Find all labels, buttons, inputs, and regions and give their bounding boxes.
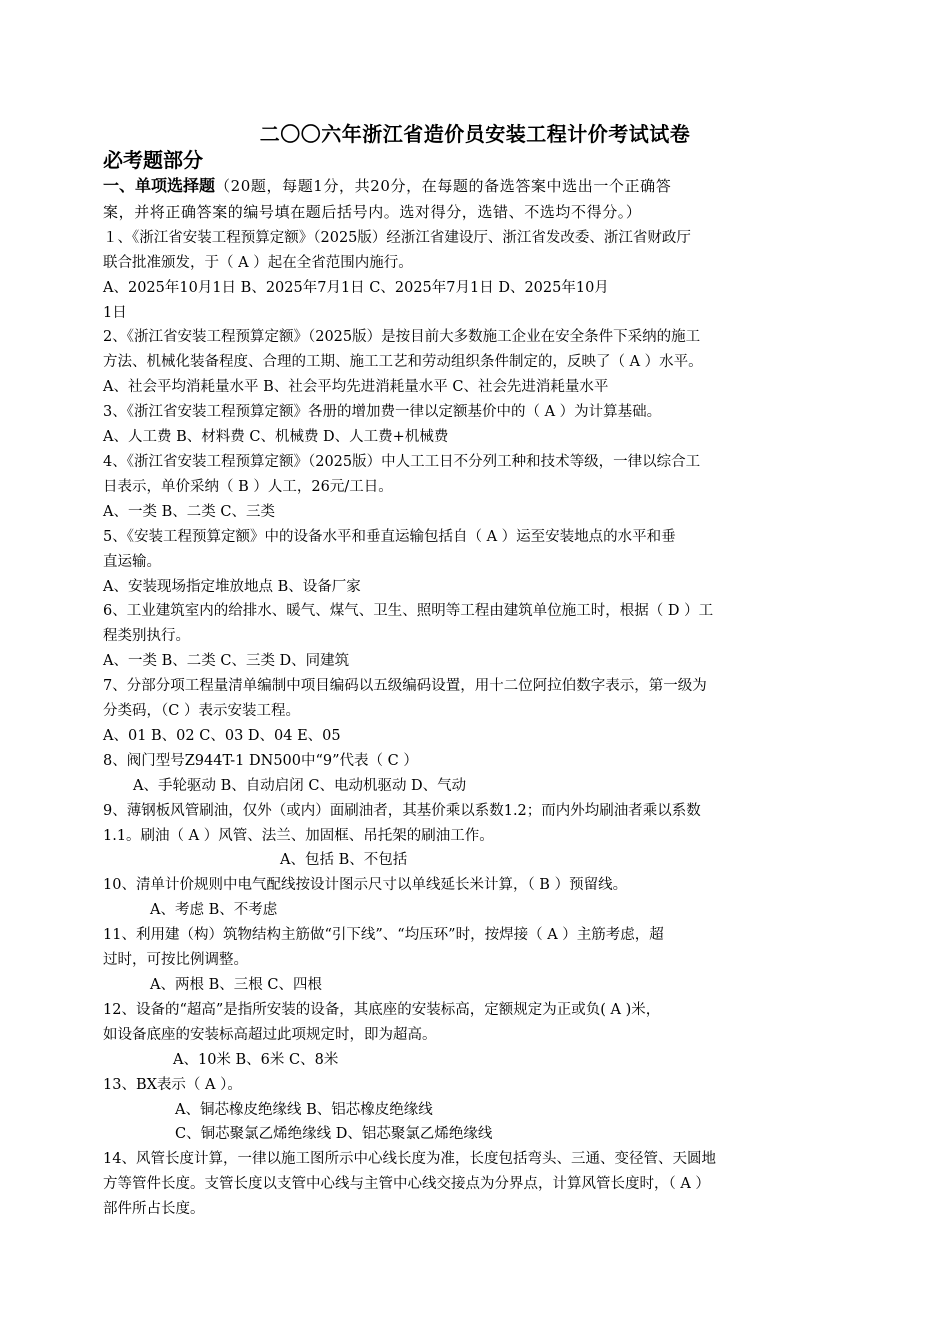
section-heading-instructions: （20题，每题1分，共20分，在每题的备选答案中选出一个正确答 <box>215 177 672 195</box>
question-line: A、安装现场指定堆放地点 B、设备厂家 <box>103 578 361 595</box>
question-line: A、一类 B、二类 C、三类 D、同建筑 <box>103 653 350 670</box>
question-line: 分类码，（C ）表示安装工程。 <box>103 703 300 720</box>
question-line: 8、阀门型号Z944T-1 DN500中“9”代表（ C ） <box>103 752 418 769</box>
question-line: A、考虑 B、不考虑 <box>150 902 278 919</box>
question-line: 4、《浙江省安装工程预算定额》（2025版）中人工工日不分列工种和技术等级，一律以综合工 <box>103 453 701 470</box>
question-line: A、01 B、02 C、03 D、04 E、05 <box>103 727 341 744</box>
question-line: 7、分部分项工程量清单编制中项目编码以五级编码设置，用十二位阿拉伯数字表示，第一级为 <box>103 678 707 695</box>
question-line: 方等管件长度。支管长度以支管中心线与主管中心线交接点为分界点，计算风管长度时，（ A ） <box>103 1176 710 1193</box>
question-line: 13、BX表示（ A ）。 <box>103 1076 242 1093</box>
question-line: 2、《浙江省安装工程预算定额》（2025版）是按目前大多数施工企业在安全条件下采纳的施工 <box>103 329 701 346</box>
question-line: A、2025年10月1日 B、2025年7月1日 C、2025年7月1日 D、2025年10月 <box>103 279 609 296</box>
exam-title: 二〇〇六年浙江省造价员安装工程计价考试试卷 <box>259 122 691 146</box>
question-line: 联合批准颁发，于（ A ）起在全省范围内施行。 <box>103 254 413 271</box>
question-line: 1日 <box>103 304 127 321</box>
question-line: 方法、机械化装备程度、合理的工期、施工工艺和劳动组织条件制定的，反映了（ A ）水平。 <box>103 354 703 371</box>
question-line: C、铜芯聚氯乙烯绝缘线 D、铝芯聚氯乙烯绝缘线 <box>175 1126 493 1143</box>
section-title: 必考题部分 <box>103 148 203 172</box>
question-line: 3、《浙江省安装工程预算定额》各册的增加费一律以定额基价中的（ A ）为计算基础。 <box>103 404 662 421</box>
question-line: 6、工业建筑室内的给排水、暖气、煤气、卫生、照明等工程由建筑单位施工时，根据（ D ）工 <box>103 603 714 620</box>
question-line: １、《浙江省安装工程预算定额》（2025版）经浙江省建设厅、浙江省发改委、浙江省财政厅 <box>103 229 691 246</box>
question-line: A、包括 B、不包括 <box>280 852 408 869</box>
question-body <box>103 174 815 1222</box>
question-line: A、人工费 B、材料费 C、机械费 D、人工费+机械费 <box>103 429 449 446</box>
question-line: 12、设备的“超高”是指所安装的设备，其底座的安装标高，定额规定为正或负( A )米， <box>103 1001 661 1018</box>
question-line: A、一类 B、二类 C、三类 <box>103 503 275 520</box>
question-line: A、铜芯橡皮绝缘线 B、铝芯橡皮绝缘线 <box>175 1101 433 1118</box>
question-line: 1.1。刷油（ A ）风管、法兰、加固框、吊托架的刷油工作。 <box>103 827 494 844</box>
question-line: 部件所占长度。 <box>103 1201 205 1218</box>
question-line: 9、薄钢板风管刷油，仅外（或内）面刷油者，其基价乘以系数1.2；而内外均刷油者乘以系数 <box>103 802 701 819</box>
question-line: 14、风管长度计算，一律以施工图所示中心线长度为准，长度包括弯头、三通、变径管、天圆地 <box>103 1151 716 1168</box>
question-line: A、两根 B、三根 C、四根 <box>150 977 322 993</box>
question-line: A、社会平均消耗量水平 B、社会平均先进消耗量水平 C、社会先进消耗量水平 <box>103 379 609 396</box>
question-line: 10、清单计价规则中电气配线按设计图示尺寸以单线延长米计算，（ B ）预留线。 <box>103 877 628 894</box>
section-heading-line-2: 案，并将正确答案的编号填在题后括号内。选对得分，选错、不选均不得分。） <box>103 202 642 221</box>
section-heading-bold: 一、单项选择题 <box>103 176 216 195</box>
question-line: 过时，可按比例调整。 <box>103 952 248 969</box>
question-line: 5、《安装工程预算定额》中的设备水平和垂直运输包括自（ A ）运至安装地点的水平和垂 <box>103 528 676 545</box>
question-lines <box>103 226 815 1222</box>
question-line: A、10米 B、6米 C、8米 <box>173 1051 339 1068</box>
question-line: 程类别执行。 <box>103 628 190 645</box>
question-line: 日表示，单价采纳（ B ）人工，26元/工日。 <box>103 478 393 495</box>
question-line: 直运输。 <box>103 553 161 570</box>
section-heading-line-1 <box>103 174 815 200</box>
question-line: 如设备底座的安装标高超过此项规定时，即为超高。 <box>103 1026 437 1043</box>
question-line: 11、利用建（构）筑物结构主筋做“引下线”、“均压环”时，按焊接（ A ）主筋考虑，超 <box>103 927 664 944</box>
question-line: A、手轮驱动 B、自动启闭 C、电动机驱动 D、气动 <box>133 777 467 794</box>
